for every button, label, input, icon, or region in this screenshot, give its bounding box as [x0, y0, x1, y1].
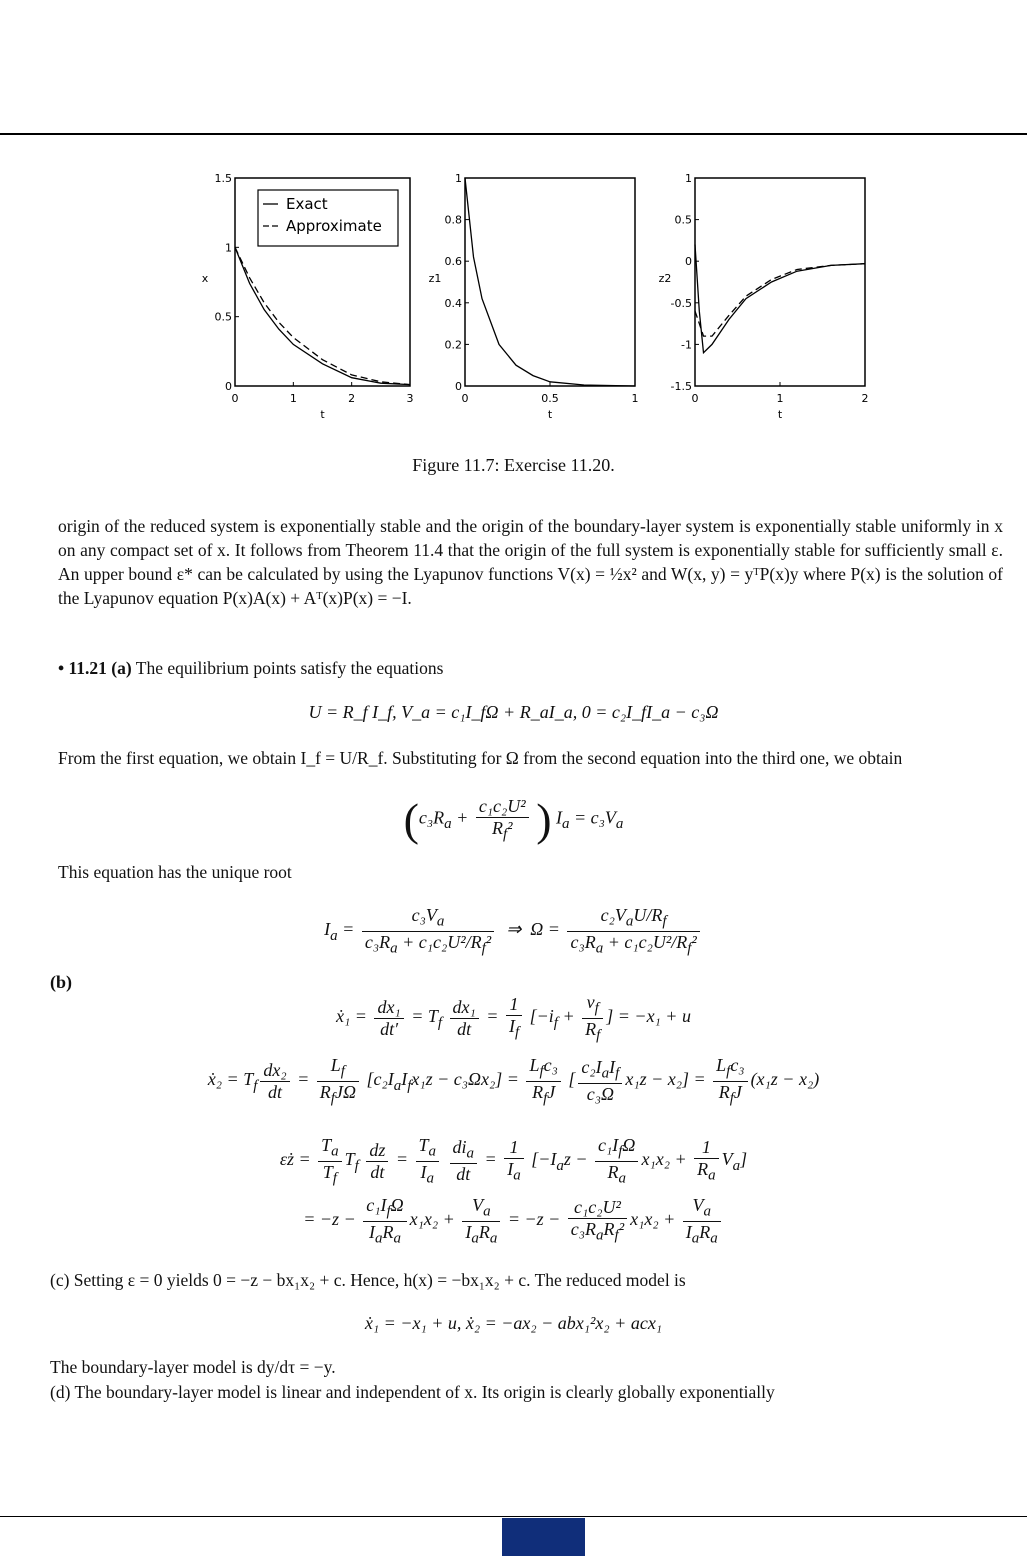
figure-caption: Figure 11.7: Exercise 11.20. [412, 455, 615, 475]
equation-zdot-1: εż = $\frac{T_a}{T_f}$ $T_f$ $\frac{dz}{dt}$ = $\frac{T_a}{I_a}$ $\frac{di_a}{dt}$ = $\frac{1}{I_a}$ [$-I_az$ − $\frac{c_1I_f\Omega}{R_a}$ x₁x₂ + $\frac{1}{R_a}$ $V_a$] [279, 1135, 748, 1187]
equilibrium-equations: U = R_f I_f, V_a = c₁I_fΩ + R_aI_a, 0 = c₂I_fI_a − c₃Ω [308, 702, 719, 722]
series-exact-2 [465, 178, 635, 386]
y-tick-label: 0 [685, 255, 692, 269]
x-tick-label: 1 [631, 392, 639, 405]
series-exact-1 [235, 247, 410, 384]
boundary-layer-text: The boundary-layer model is dy/dτ = −y. [50, 1357, 336, 1377]
equation-ia: ($c_3R_a$ + $\frac{\text{c₁c₂U²}}{R_f^2}$ ) $I_a = c_3V_a$ [403, 794, 624, 845]
bottom-rule [0, 1516, 1027, 1517]
y-tick-label: 0.8 [444, 213, 462, 227]
equation-reduced-model: ẋ₁ = −x₁ + u, ẋ₂ = −ax₂ − abx₁²x₂ + acx₁ [364, 1313, 663, 1333]
x-tick-label: 1 [776, 392, 784, 405]
series-approximate-3 [695, 264, 865, 336]
y-axis-label: x [201, 272, 209, 285]
y-tick-label: -1 [681, 338, 692, 352]
paragraph-3: From the first equation, we obtain I_f = U/R_f. Substituting for Ω from the second equation into the third one, we obtain [58, 748, 903, 768]
legend-entry: Approximate [286, 217, 382, 235]
x-axis-label: t [777, 408, 783, 421]
top-rule [0, 133, 1027, 135]
y-tick-label: 0.5 [674, 213, 692, 227]
equation-x2dot: ẋ₂ = $T_f$ $\frac{\text{dx₂}}{dt}$ = $\frac{L_f}{R_fJ\Omega}$ $[c_2I_aI_fx_1z - c_3\Omega x_2]$ = $\frac{L_fc_3}{R_fJ}$ [ $\frac{c_2I_aI_f}{\text{c₃Ω}}$ x₁z − x₂] = $\frac{L_fc_3}{R_fJ}$ (x₁z − x₂) [207, 1055, 820, 1107]
y-tick-label: 1 [685, 172, 692, 185]
equation-x1dot: ẋ₁ = $\frac{\text{dx₁}}{dt'}$ = $T_f$ $\frac{\text{dx₁}}{dt}$ = $\frac{1}{I_f}$ [$-i_f$ + $\frac{v_f}{R_f}$ ] = −x₁ + u [336, 992, 691, 1044]
page-marker [502, 1518, 585, 1556]
paragraph-4: This equation has the unique root [58, 862, 292, 882]
y-axis-label: z1 [428, 272, 442, 285]
y-tick-label: 0.5 [214, 310, 232, 324]
x-tick-label: 3 [406, 392, 414, 405]
x-axis-label: t [320, 408, 325, 421]
y-tick-label: 0.2 [444, 338, 462, 352]
series-exact-3 [695, 245, 865, 353]
x-axis-label: t [547, 408, 553, 421]
x-tick-label: 2 [348, 392, 356, 405]
y-tick-label: 1 [455, 172, 462, 185]
plot-frame-2 [465, 178, 635, 386]
y-tick-label: -0.5 [670, 296, 692, 310]
x-tick-label: 0 [691, 392, 699, 405]
part-d: (d) The boundary-layer model is linear and independent of x. Its origin is clearly globally exponentially [50, 1382, 775, 1402]
figure-11-7 [190, 168, 890, 428]
y-tick-label: 1.5 [214, 172, 232, 185]
equation-zdot-2: = −z − $\frac{c_1I_f\Omega}{I_aR_a}$ x₁x₂ + $\frac{V_a}{I_aR_a}$ = −z − $\frac{\text{c₁c₂U²}}{c_3R_aR_f^2}$ x₁x₂ + $\frac{V_a}{I_aR_a}$ [0, 1195, 1027, 1247]
x-tick-label: 2 [861, 392, 869, 405]
equation-root: $I_a$ = $\frac{c_3V_a}{c_3R_a + c_1c_2U^2/R_f^2}$ ⇒ Ω = $\frac{c_2V_aU/R_f}{c_3R_a + c_1c_2U^2/R_f^2}$ [0, 905, 1027, 957]
exercise-intro: The equilibrium points satisfy the equations [135, 658, 444, 678]
y-tick-label: -1.5 [670, 380, 692, 393]
x-tick-label: 0 [461, 392, 469, 405]
part-b-label: (b) [50, 972, 72, 992]
plot-frame-3 [695, 178, 865, 386]
legend-entry: Exact [286, 195, 328, 213]
section-11-21 [58, 656, 1003, 680]
x-tick-label: 1 [289, 392, 297, 405]
exercise-heading: • 11.21 (a) [58, 658, 132, 678]
x-tick-label: 0 [231, 392, 239, 405]
y-tick-label: 0 [225, 380, 232, 393]
y-tick-label: 0.6 [444, 255, 462, 269]
paragraph-1: origin of the reduced system is exponentially stable and the origin of the boundary-layer system is exponentially stable uniformly in x on any compact set of x. It follows from Theorem 11.4 that the origin of the full system is exponentially stable for sufficiently small ε. An upper bound ε* can be calculated by using the Lyapunov functions V(x) = ½x² and W(x, y) = yᵀP(x)y where P(x) is the solution of the Lyapunov equation P(x)A(x) + Aᵀ(x)P(x) = −I. [58, 516, 1003, 608]
y-axis-label: z2 [658, 272, 672, 285]
y-tick-label: 0.4 [444, 296, 462, 310]
y-tick-label: 1 [225, 241, 232, 255]
x-tick-label: 0.5 [541, 392, 559, 405]
figure-plots [190, 168, 890, 428]
y-tick-label: 0 [455, 380, 462, 393]
part-c: (c) Setting ε = 0 yields 0 = −z − bx₁x₂ + c. Hence, h(x) = −bx₁x₂ + c. The reduced model is [50, 1270, 686, 1290]
